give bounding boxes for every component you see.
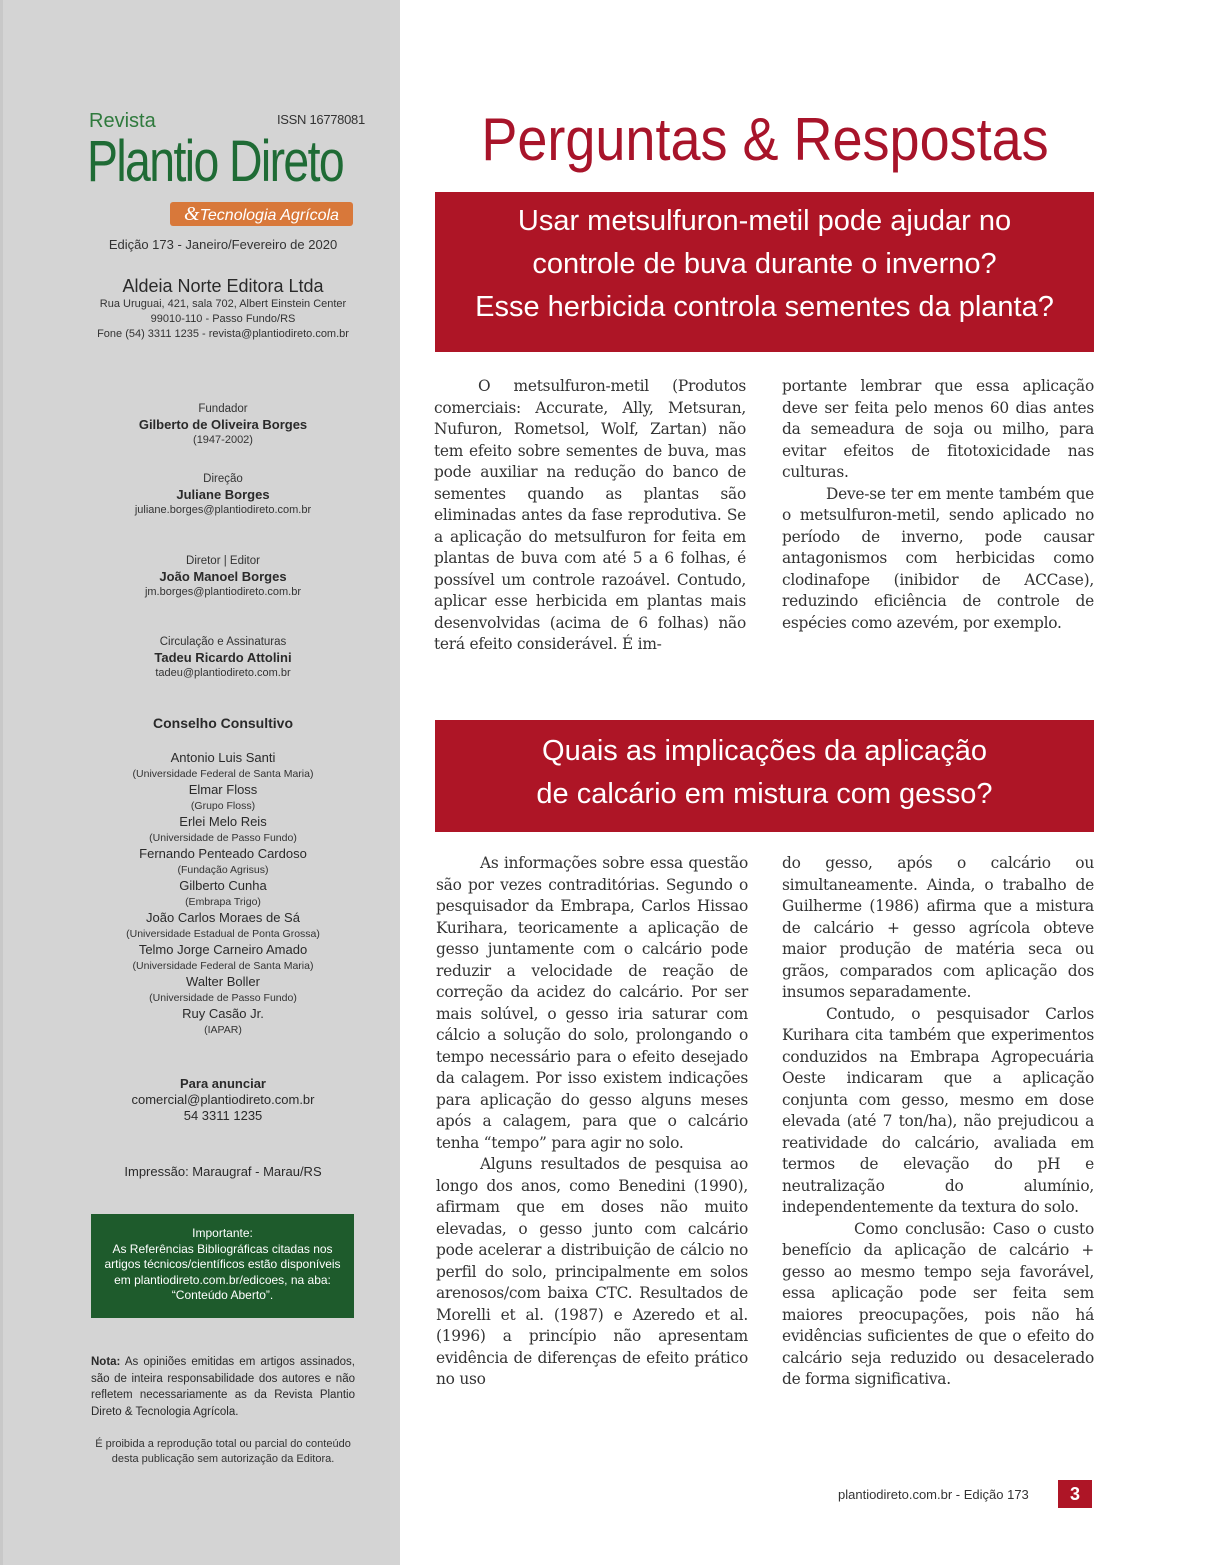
staff-role: Fundador [198,403,248,415]
staff-email[interactable]: jm.borges@plantiodireto.com.br [144,586,302,598]
conselho-member-name: Antonio Luis Santi [170,750,276,765]
paragraph: Alguns resultados de pesquisa ao longo dos anos, como Benedini (1990), afirmam que em doses não muito elevadas, o gesso junto com calcário pode acelerar a distribuição de cálcio no perfil do solo, principalmente em solos arenosos/com baixa CTC. Resultados de Morelli et al. (1987) e Azeredo et al. (1996) a princípio não apresentam evidência de diferenças de efeito prático no uso [436,1155,748,1388]
edition-info: Edição 173 - Janeiro/Fevereiro de 2020 [108,237,338,252]
reproduction-notice [91,1437,355,1467]
staff-email[interactable]: tadeu@plantiodireto.com.br [155,667,291,679]
staff-name: João Manoel Borges [159,569,287,584]
conselho-list [3,750,443,1038]
note-text: As opiniões emitidas em artigos assinados, são de inteira responsabilidade dos autores e não refletem necessariamente as da Revista Plantio Direto & Tecnologia Agrícola. [91,1356,355,1418]
logo-ampersand: & [184,203,200,225]
conselho-member-institution: (IAPAR) [204,1024,242,1036]
reproduction-line: desta publicação sem autorização da Editora. [111,1453,335,1465]
conselho-member-institution: (Universidade de Passo Fundo) [149,992,297,1004]
conselho-member-institution: (Embrapa Trigo) [185,896,261,908]
question-line: Quais as implicações da aplicação [542,735,987,767]
conselho-member-name: João Carlos Moraes de Sá [146,910,300,925]
conselho-member-institution: (Universidade Estadual de Ponta Grossa) [126,928,320,940]
address-line: Fone (54) 3311 1235 - revista@plantiodireto.com.br [97,328,349,340]
masthead-sidebar [0,0,400,1565]
logo-title: Plantio Direto [87,129,344,194]
staff-role: Circulação e Assinaturas [159,636,287,648]
conselho-member-institution: (Grupo Floss) [190,800,256,812]
advertising-title: Para anunciar [180,1076,266,1091]
printing-info: Impressão: Maraugraf - Marau/RS [124,1164,322,1179]
logo-tagline: Tecnologia Agrícola [199,207,339,224]
conselho-member-name: Erlei Melo Reis [179,814,267,829]
conselho-member-name: Ruy Casão Jr. [182,1006,264,1021]
answer-2-column-1 [436,853,748,1391]
staff-name: Gilberto de Oliveira Borges [138,417,308,432]
answer-1-column-1 [434,376,746,656]
issn: ISSN 16778081 [277,112,365,127]
disclaimer-note [91,1354,355,1420]
staff-name: Juliane Borges [176,487,270,502]
conselho-member-institution: (Universidade de Passo Fundo) [149,832,297,844]
paragraph: portante lembrar que essa aplicação deve ser feita pelo menos 60 dias antes da semeadura de soja ou milho, para evitar efeitos de fitotoxicidade nas culturas. [782,377,1094,481]
references-notice-box [91,1214,354,1318]
staff-editor [3,554,443,600]
page-title: Perguntas & Respostas [481,106,1049,173]
notice-line: “Conteúdo Aberto”. [171,1288,274,1302]
logo-tagline-badge [170,202,353,226]
conselho-member-institution: (Universidade Federal de Santa Maria) [132,960,314,972]
advertising-contact [3,1076,443,1124]
paragraph: As informações sobre essa questão são por vezes contraditórias. Segundo o pesquisador da Embrapa, Carlos Hissao Kurihara, teoricamente a aplicação de gesso juntamente com o calcário pode reduzir a velocidade de reação de correção da acidez do calcário. Por ser mais solúvel, o gesso iria saturar com cálcio a solução do solo, prolongando o tempo necessário para o efeito desejado da calagem. Por isso existem indicações para aplicação do gesso alguns meses após a calagem, para que o calcário tenha “tempo” para agir no solo. [436,854,748,1152]
logo-revista: Revista [89,110,156,132]
conselho-member-name: Walter Boller [186,974,260,989]
conselho-member-name: Gilberto Cunha [179,878,267,893]
address-line: Rua Uruguai, 421, sala 702, Albert Einstein Center [99,298,347,310]
staff-direcao [3,472,443,518]
staff-circulacao [3,635,443,681]
answer-1-column-2 [782,376,1094,634]
answer-2-column-2 [782,853,1094,1391]
notice-line: em plantiodireto.com.br/edicoes, na aba: [114,1272,331,1287]
conselho-member-name: Elmar Floss [188,782,258,797]
address-line: 99010-110 - Passo Fundo/RS [150,313,296,325]
paragraph: Contudo, o pesquisador Carlos Kurihara cita também que experimentos conduzidos na Embrapa Agropecuária Oeste indicaram que a aplicação conjunta com gesso, mesmo em dose elevada (até 7 ton/ha), não prejudicou a reatividade do calcário, avaliada em termos de elevação do pH e neutralização do alumínio, independentemente da textura do solo. [782,1004,1094,1216]
question-2-banner [435,720,1094,832]
conselho-member-institution: (Fundação Agrisus) [177,864,269,876]
conselho-member-name: Telmo Jorge Carneiro Amado [138,942,308,957]
paragraph: Deve-se ter em mente também que o metsulfuron-metil, sendo aplicado no período de inverno, pode causar antagonismos com herbicidas como clodinafope (inibidor de ACCase), reduzindo eficiência de controle de espécies como azevém, por exemplo. [782,484,1094,632]
advertising-phone: 54 3311 1235 [183,1108,263,1123]
advertising-email[interactable]: comercial@plantiodireto.com.br [131,1092,315,1107]
notice-line: Importante: [192,1226,253,1240]
conselho-member-name: Fernando Penteado Cardoso [139,846,307,861]
conselho-title: Conselho Consultivo [153,715,293,731]
question-line: Esse herbicida controla sementes da planta? [475,291,1054,323]
paragraph: Como conclusão: Caso o custo benefício da aplicação de calcário + gesso ao mesmo tempo seja favorável, essa aplicação pode ser feita sem maiores preocupações, pois não há evidências suficientes de que o efeito do calcário seja reduzido ou desacelerado de forma significativa. [782,1219,1094,1388]
staff-role: Direção [203,473,243,485]
question-line: controle de buva durante o inverno? [532,248,997,280]
footer-site-edition: plantiodireto.com.br - Edição 173 [838,1487,1029,1502]
notice-line: As Referências Bibliográficas citadas nos [112,1241,333,1256]
publisher-name: Aldeia Norte Editora Ltda [122,276,324,296]
page-number: 3 [1058,1480,1092,1508]
question-1-banner [435,192,1094,352]
staff-email[interactable]: juliane.borges@plantiodireto.com.br [134,504,312,516]
paragraph: O metsulfuron-metil (Produtos comerciais: Accurate, Ally, Metsuran, Nufuron, Rometsol, Wolf, Zartan) não tem efeito sobre sementes de buva, mas pode auxiliar na redução do banco de sementes quando as plantas são eliminadas antes da fase reprodutiva. Se a aplicação do metsulfuron for feita em plantas de buva com até 5 a 6 folhas, é possível um controle razoável. Contudo, aplicar esse herbicida em plantas mais desenvolvidas (acima de 6 folhas) não terá efeito considerável. É im- [434,377,746,653]
reproduction-line: É proibida a reprodução total ou parcial do conteúdo [95,1438,351,1450]
publisher-address [3,297,443,342]
staff-name: Tadeu Ricardo Attolini [154,650,292,665]
notice-line: artigos técnicos/científicos estão disponíveis [104,1257,341,1271]
staff-role: Diretor | Editor [186,555,260,567]
question-line: Usar metsulfuron-metil pode ajudar no [517,205,1012,237]
staff-founder [3,402,443,448]
paragraph: do gesso, após o calcário ou simultaneamente. Ainda, o trabalho de Guilherme (1986) afirma que a mistura de calcário + gesso agrícola obteve maior produção de matéria seca ou grãos, comparados com aplicação dos insumos separadamente. [782,854,1094,1001]
question-line: de calcário em mistura com gesso? [536,778,993,810]
note-label: Nota: [91,1356,121,1368]
conselho-member-institution: (Universidade Federal de Santa Maria) [132,768,314,780]
staff-extra: (1947-2002) [193,434,253,446]
